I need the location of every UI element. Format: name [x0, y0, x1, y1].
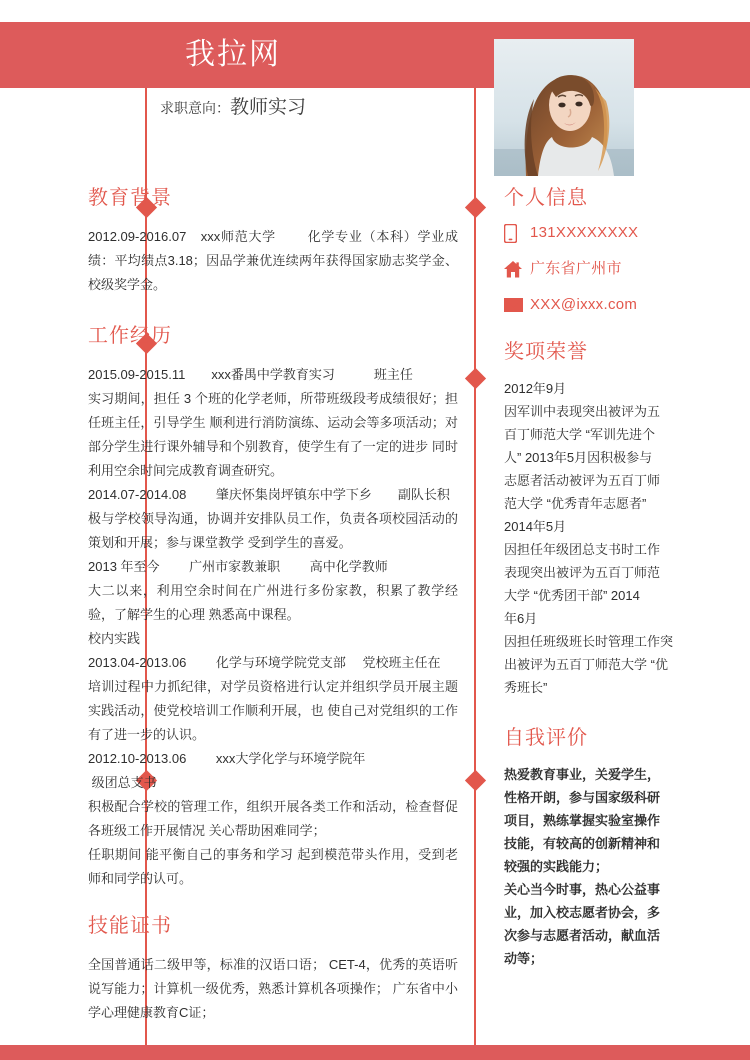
work-entry — [88, 363, 458, 483]
right-rail-diamond-self-eval — [465, 770, 486, 791]
skills-body: 全国普通话二级甲等，标准的汉语口语； CET-4，优秀的英语听说写能力；计算机一级优秀，熟悉计算机各项操作； 广东省中小学心理健康教育C证； — [88, 957, 458, 1020]
campus-entry — [88, 747, 458, 891]
campus-entry — [88, 651, 458, 747]
contact-row-email[interactable] — [504, 295, 714, 315]
site-title: 我拉网 — [185, 38, 281, 71]
awards-line: 志愿者活动被评为五百丁师 — [504, 473, 661, 488]
right-rail-diamond-awards — [465, 368, 486, 389]
self-eval-line: 热爱教育事业，关爱学生， — [504, 767, 661, 782]
awards-line: 2012年9月 — [504, 381, 567, 396]
job-objective — [0, 96, 466, 120]
footer-band — [0, 1045, 750, 1060]
awards-line: 秀班长” — [504, 680, 548, 695]
campus-entry-body-2: 任职期间 能平衡自己的事务和学习 起到模范带头作用，受到老师和同学的认可。 — [88, 847, 458, 886]
self-eval-line: 次参与志愿者活动，献血活 — [504, 928, 661, 943]
section-title-education: 教育背景 — [88, 187, 172, 209]
left-column — [88, 185, 458, 1051]
contact-row-phone[interactable] — [504, 223, 714, 243]
awards-line: 出被评为五百丁师范大学 “优 — [504, 657, 668, 672]
work-entry-head: 2015.09-2015.11 xxx番禺中学教育实习 班主任 — [88, 367, 413, 382]
self-eval-line: 关心当今时事，热心公益事 — [504, 882, 661, 897]
section-title-personal-info: 个人信息 — [504, 187, 588, 209]
section-title-awards: 奖项荣誉 — [504, 341, 588, 363]
awards-line: 年6月 — [504, 611, 538, 626]
campus-entry-body: 培训过程中力抓纪律，对学员资格进行认定并组织学员开展主题实践活动，使党校培训工作顺利开展，也 使自己对党组织的工作有了进一步的认识。 — [88, 679, 458, 742]
self-eval-line: 技能，有较高的创新精神和 — [504, 836, 661, 851]
email-value: XXX@ixxx.com — [530, 296, 638, 313]
section-title-skills: 技能证书 — [88, 915, 172, 937]
awards-line: 因担任年级团总支书时工作 — [504, 542, 661, 557]
self-eval-line: 项目，熟练掌握实验室操作 — [504, 813, 661, 828]
right-rail — [474, 88, 476, 1045]
work-entry-head: 2013 年至今 广州市家教兼职 高中化学教师 — [88, 559, 388, 574]
awards-line: 人” 2013年5月因积极参与 — [504, 450, 653, 465]
work-entry-head: 2014.07-2014.08 肇庆怀集岗坪镇东中学下乡 副队长积 — [88, 487, 450, 502]
section-skills — [88, 913, 458, 1025]
awards-line: 表现突出被评为五百丁师范 — [504, 565, 661, 580]
self-eval-line: 较强的实践能力； — [504, 859, 609, 874]
work-entry — [88, 483, 458, 555]
email-icon — [504, 298, 530, 312]
self-eval-line: 性格开朗，参与国家级科研 — [504, 790, 661, 805]
work-entry-body: 极与学校领导沟通，协调并安排队员工作，负责各项校园活动的策划和开展；参与课堂教学 受到学生的喜爱。 — [88, 511, 458, 550]
self-eval-line: 动等； — [504, 951, 544, 966]
home-icon — [504, 261, 530, 278]
work-entry-body: 实习期间，担任 3 个班的化学老师，所带班级段考成绩很好；担任班主任，引导学生 顺利进行消防演练、运动会等多项活动；对部分学生进行课外辅导和个别教育，使学生有了一定的进步 同时利用空余时间完成教育调查研究。 — [88, 391, 458, 478]
section-title-self-evaluation: 自我评价 — [504, 727, 588, 749]
awards-line: 因军训中表现突出被评为五 — [504, 404, 661, 419]
address-value: 广东省广州市 — [530, 260, 622, 277]
section-education — [88, 185, 458, 297]
self-eval-line: 业，加入校志愿者协会，多 — [504, 905, 661, 920]
job-objective-label: 求职意向： — [159, 100, 230, 116]
phone-value: 131XXXXXXXX — [530, 224, 639, 241]
awards-line: 范大学 “优秀青年志愿者” — [504, 496, 647, 511]
awards-line: 因担任班级班长时管理工作突 — [504, 634, 674, 649]
education-body: 2012.09-2016.07 xxx师范大学 化学专业（本科）学业成绩：平均绩点3.18；因品学兼优连续两年获得国家励志奖学金、校级奖学金。 — [88, 229, 458, 292]
work-entry-body: 大二以来，利用空余时间在广州进行多份家教，积累了教学经验，了解学生的心理 熟悉高中课程。 — [88, 583, 458, 622]
section-personal-info — [504, 185, 714, 315]
awards-line: 大学 “优秀团干部” 2014 — [504, 588, 640, 603]
work-entry — [88, 555, 458, 627]
section-self-evaluation — [504, 725, 714, 970]
awards-line: 2014年5月 — [504, 519, 567, 534]
campus-entry-head-2: 级团总支书 — [88, 775, 157, 790]
awards-line: 百丁师范大学 “军训先进个 — [504, 427, 655, 442]
section-title-work: 工作经历 — [88, 325, 172, 347]
campus-practice-label: 校内实践 — [88, 631, 141, 646]
section-work — [88, 323, 458, 891]
phone-icon — [504, 224, 530, 243]
campus-entry-head: 2012.10-2013.06 xxx大学化学与环境学院年 — [88, 751, 366, 766]
campus-entry-body: 积极配合学校的管理工作，组织开展各类工作和活动，检查督促各班级工作开展情况 关心帮助困难同学； — [88, 799, 458, 838]
portrait-photo — [494, 39, 634, 176]
campus-entry-head: 2013.04-2013.06 化学与环境学院党支部 党校班主任在 — [88, 655, 441, 670]
right-column — [504, 185, 714, 996]
right-rail-diamond-personal — [465, 197, 486, 218]
job-objective-value: 教师实习 — [229, 97, 306, 118]
section-awards — [504, 339, 714, 699]
contact-row-address[interactable] — [504, 259, 714, 279]
